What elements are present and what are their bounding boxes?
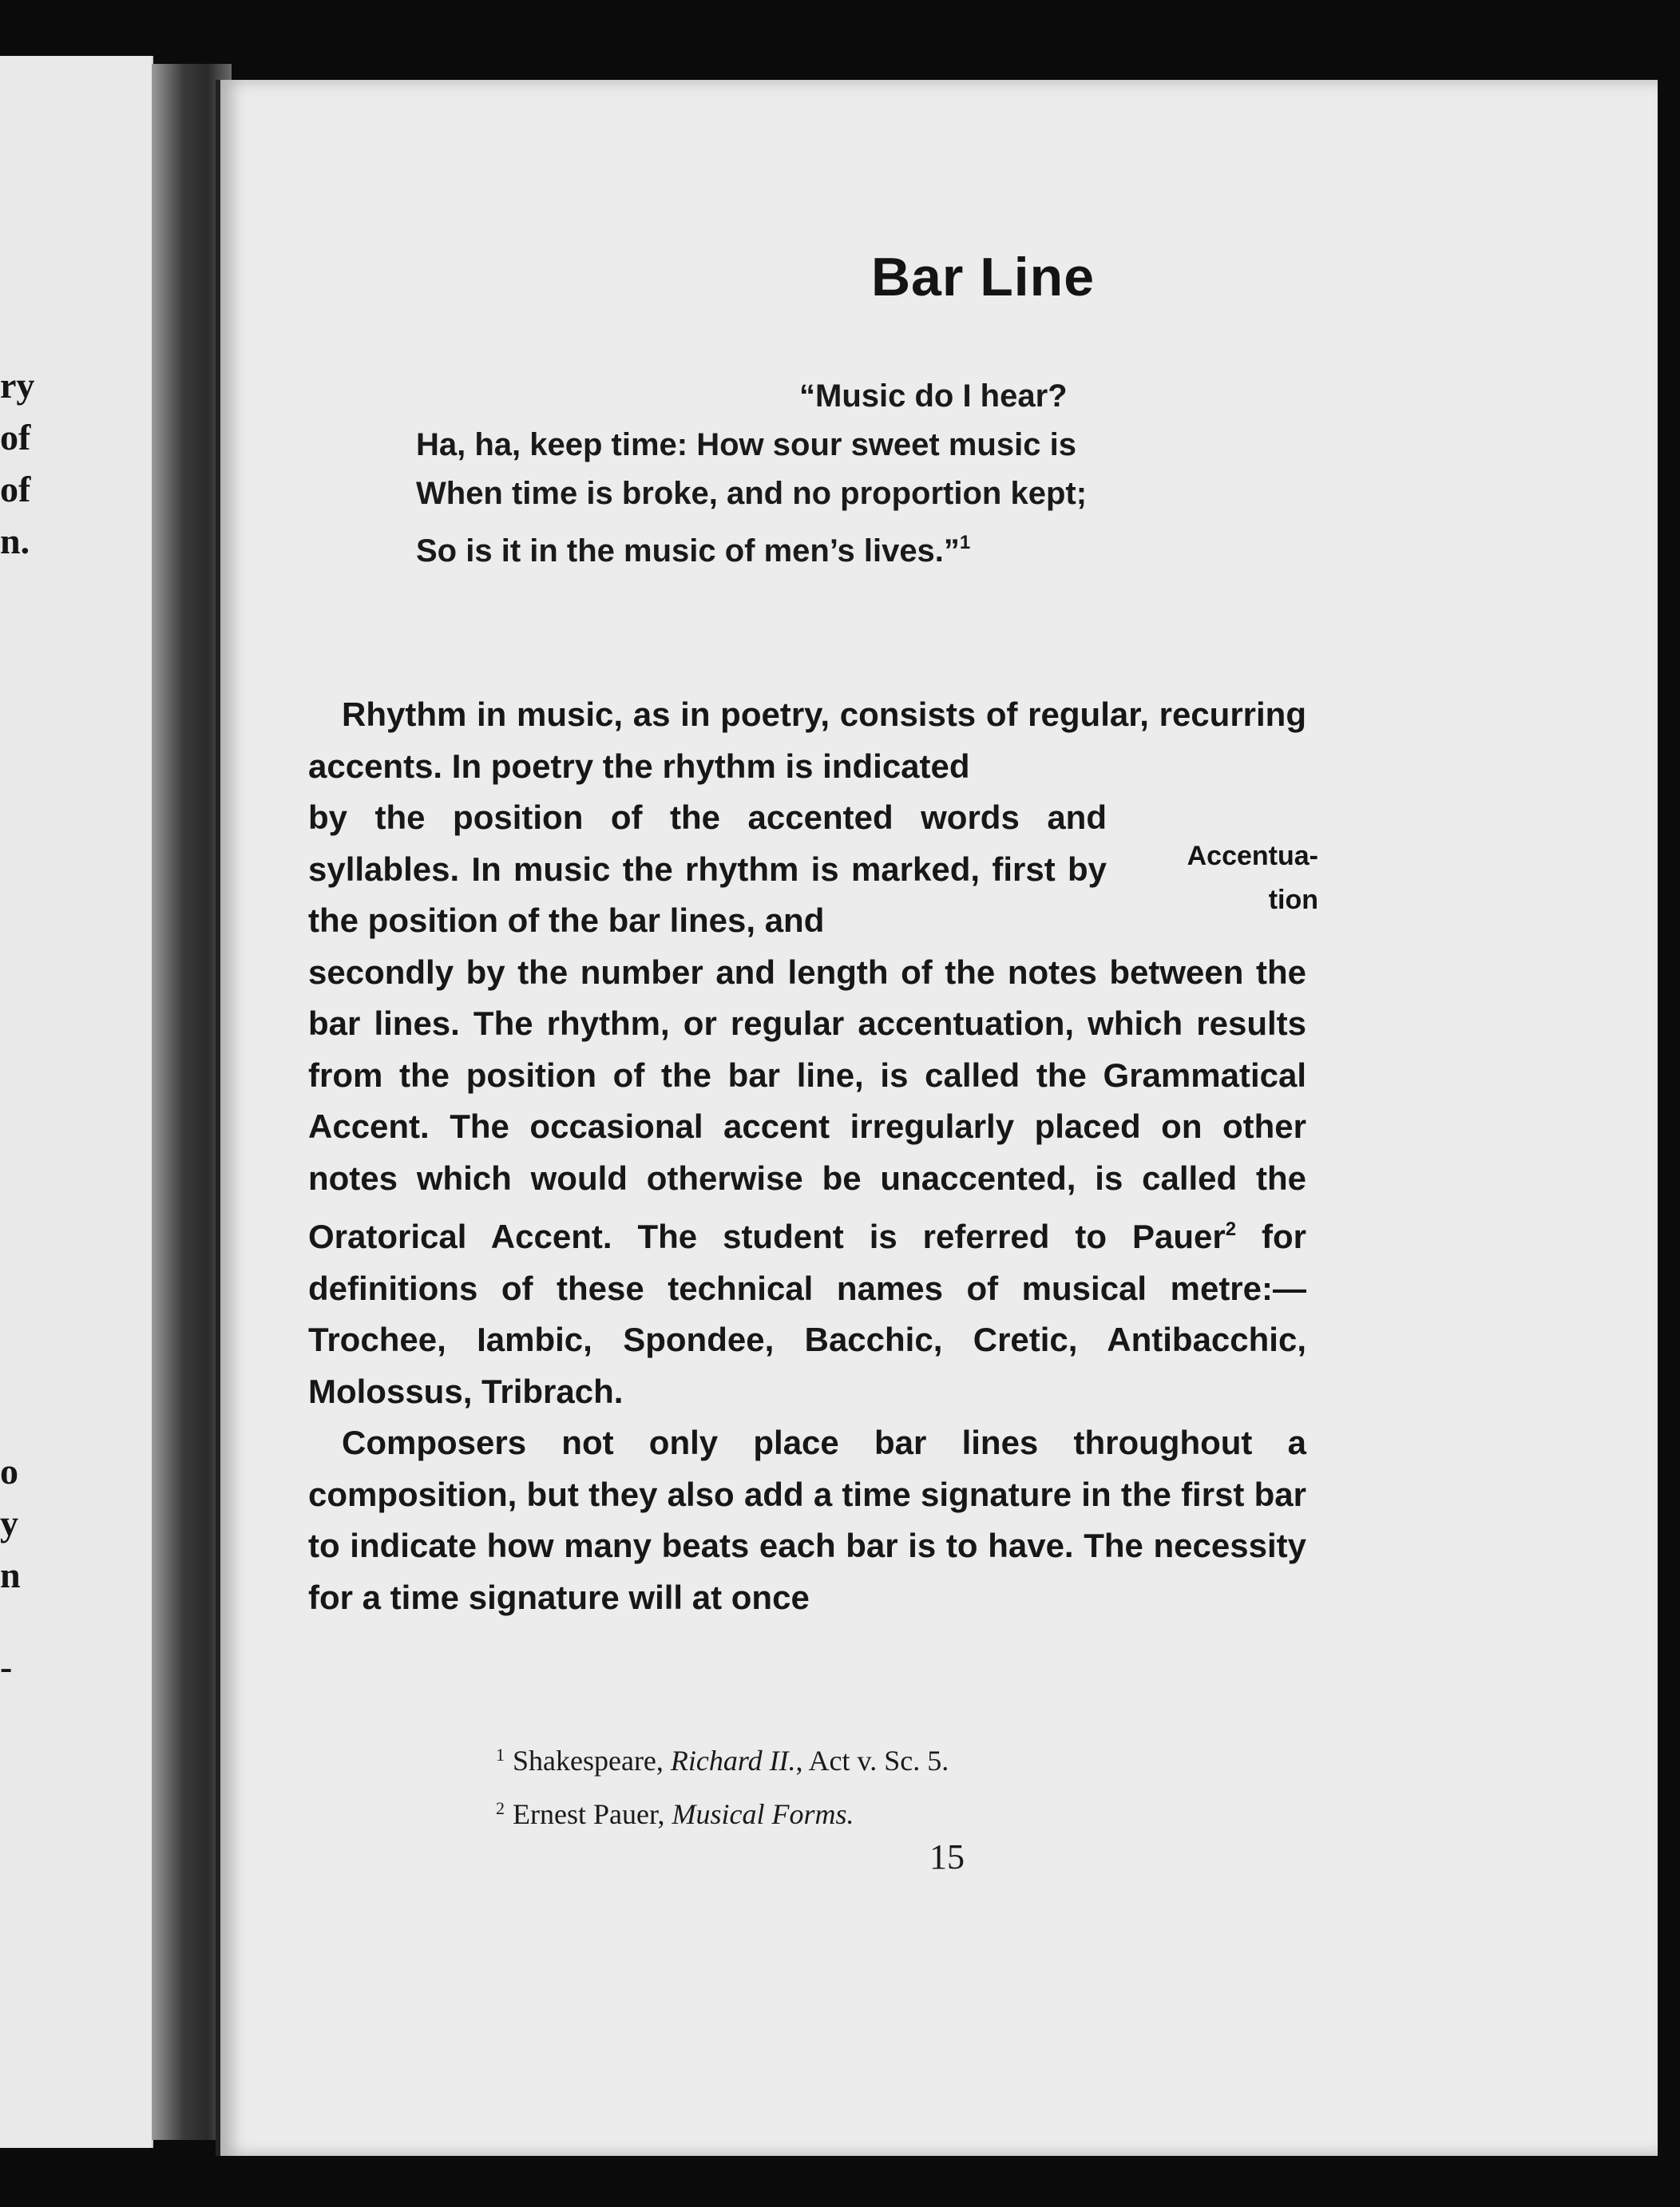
left-fragment: y — [0, 1503, 18, 1543]
paragraph-1-opening: Rhythm in music, as in poetry, consists of regular, recurring accents. In poetry the rhythm is indicated — [308, 695, 1306, 785]
paragraph-1-continued — [308, 947, 1306, 1418]
footnote-number: 2 — [496, 1798, 505, 1818]
left-fragment: of — [0, 417, 31, 458]
epigraph-line-last — [416, 518, 1294, 576]
footnote-number: 1 — [496, 1745, 505, 1765]
footnote — [496, 1785, 1214, 1838]
book-page — [216, 80, 1658, 2156]
margin-note-line: Accentua- — [1187, 841, 1318, 871]
paragraph-1-text: secondly by the number and length of the notes between the bar lines. The rhythm, or regular accentuation, which results from the position of the bar line, is called the Grammatical Accent. The occasional accent irregularly placed on other notes which would otherwise be unaccented, is called the Oratorical Accent. The student is referred to Pauer — [308, 953, 1306, 1255]
left-fragment: n — [0, 1555, 21, 1595]
paragraph-2: Composers not only place bar lines throughout a composition, but they also add a time signature in the first bar to indicate how many beats each bar is to have. The necessity for a time signature will at once — [308, 1424, 1306, 1616]
footnote-title: Musical Forms. — [672, 1798, 854, 1830]
body-text — [308, 689, 1306, 1623]
footnotes — [496, 1731, 1214, 1838]
margin-note-line: tion — [1268, 885, 1318, 915]
footnote — [496, 1731, 1214, 1785]
left-fragment: of — [0, 469, 31, 509]
epigraph — [416, 372, 1294, 576]
epigraph-line: When time is broke, and no proportion kept; — [416, 476, 1088, 511]
epigraph-line: Ha, ha, keep time: How sour sweet music is — [416, 427, 1076, 462]
page-number: 15 — [929, 1837, 965, 1876]
footnote-title: Richard II. — [670, 1745, 796, 1777]
left-fragment: n. — [0, 521, 30, 561]
left-facing-page — [0, 56, 153, 2148]
footnote-text: Ernest Pauer, — [513, 1798, 672, 1830]
left-fragment: o — [0, 1451, 18, 1492]
footnote-ref: 1 — [959, 532, 971, 553]
footnote-text: , Act v. Sc. 5. — [795, 1745, 949, 1777]
epigraph-line: “Music do I hear? — [799, 378, 1068, 414]
page-title: Bar Line — [870, 247, 1096, 307]
paragraph-1-text-end: for definitions of these technical names of musical metre:— Trochee, Iambic, Spondee, Bacchic, Cretic, Antibacchic, Molossus, Tribrach. — [308, 1218, 1306, 1410]
epigraph-line-text: So is it in the music of men’s lives.” — [416, 533, 960, 569]
footnote-text: Shakespeare, — [513, 1745, 671, 1777]
footnote-ref: 2 — [1225, 1218, 1237, 1240]
paragraph-1-beside-note: by the position of the accented words and syllables. In music the rhythm is marked, first by the position of the bar lines, and — [308, 798, 1107, 939]
left-fragment: ry — [0, 365, 35, 406]
margin-note — [1143, 834, 1318, 922]
left-fragment: - — [0, 1646, 13, 1687]
